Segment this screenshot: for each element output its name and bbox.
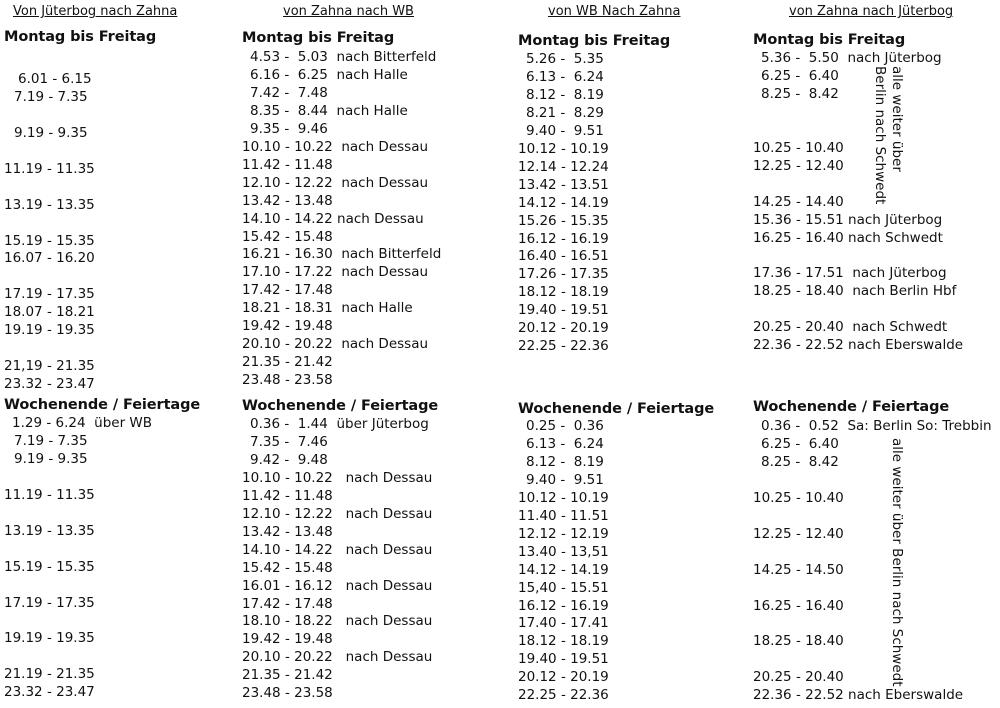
timetable-row: 7.19 - 7.35 [14,432,88,449]
timetable-row: 18.25 - 18.40 nach Berlin Hbf [753,283,957,300]
timetable-row: 9.19 - 9.35 [14,450,88,467]
section-title-weekday: Montag bis Freitag [4,29,157,45]
timetable-row: 21,19 - 21.35 [4,358,95,375]
timetable-row: 11.19 - 11.35 [4,160,95,177]
timetable-row: 17.40 - 17.41 [518,615,609,632]
timetable-row: 8.35 - 8.44 nach Halle [250,102,408,119]
timetable-row: 16.07 - 16.20 [4,250,95,267]
timetable-row: 16.12 - 16.19 [518,597,609,614]
timetable-row: 20.10 - 20.22 nach Dessau [242,336,429,353]
timetable-row: 19.40 - 19.51 [518,302,609,319]
timetable-row: 17.10 - 17.22 nach Dessau [242,264,429,281]
timetable-row: 9.35 - 9.46 [250,120,328,137]
timetable-row: 23.32 - 23.47 [4,684,95,701]
timetable-row: 8.25 - 8.42 [761,453,839,470]
timetable-row: 18.12 - 18.19 [518,284,609,301]
timetable-row: 18.10 - 18.22 nach Dessau [242,613,433,630]
timetable-row: 12.25 - 12.40 [753,157,844,174]
timetable-row: 22.25 - 22.36 [518,338,609,355]
timetable-row: 10.12 - 10.19 [518,489,609,506]
timetable-row: 20.25 - 20.40 nach Schwedt [753,319,948,336]
timetable-row: 15.26 - 15.35 [518,212,609,229]
timetable-row: 17.42 - 17.48 [242,595,333,612]
timetable-row: 10.25 - 10.40 [753,489,844,506]
timetable-row: 16.25 - 16.40 [753,597,844,614]
timetable-row: 14.12 - 14.19 [518,194,609,211]
timetable-row: 9.42 - 9.48 [250,451,328,468]
section-title-weekend: Wochenende / Feiertage [4,397,201,413]
timetable-row: 16.01 - 16.12 nach Dessau [242,577,433,594]
timetable-row: 12.10 - 12.22 nach Dessau [242,174,429,191]
rotated-note-weekend: alle weiter über Berlin nach Schwedt [889,438,905,687]
timetable-row: 13.40 - 13,51 [518,543,609,560]
timetable-row: 11.42 - 11.48 [242,487,333,504]
timetable-row: 11.19 - 11.35 [4,486,95,503]
timetable-row: 22.36 - 22.52 nach Eberswalde [753,687,964,704]
timetable-row: 17.19 - 17.35 [4,594,95,611]
timetable-row: 23.48 - 23.58 [242,685,333,702]
timetable-row: 7.19 - 7.35 [14,88,88,105]
timetable-row: 12.14 - 12.24 [518,158,609,175]
timetable-row: 8.12 - 8.19 [526,453,604,470]
timetable-row: 15.19 - 15.35 [4,558,95,575]
section-title-weekday: Montag bis Freitag [753,32,906,48]
timetable-row: 19.19 - 19.35 [4,322,95,339]
timetable-row: 12.25 - 12.40 [753,525,844,542]
section-title-weekend: Wochenende / Feiertage [518,401,715,417]
timetable-row: 17.19 - 17.35 [4,286,95,303]
column-wb-to-zahna [518,0,746,708]
timetable-row: 10.10 - 10.22 nach Dessau [242,138,429,155]
timetable-row: 19.42 - 19.48 [242,631,333,648]
timetable-row: 11.40 - 11.51 [518,507,609,524]
timetable-row: 13.42 - 13.48 [242,523,333,540]
timetable-row: 17.36 - 17.51 nach Jüterbog [753,265,947,282]
timetable-row: 0.36 - 0.52 Sa: Berlin So: Trebbin [761,418,992,434]
timetable-row: 10.25 - 10.40 [753,139,844,156]
section-title-weekend: Wochenende / Feiertage [242,398,439,414]
timetable-row: 0.25 - 0.36 [526,418,604,434]
timetable-row: 16.25 - 16.40 nach Schwedt [753,229,943,246]
timetable-row: 13.42 - 13.51 [518,176,609,193]
timetable-row: 5.36 - 5.50 nach Jüterbog [761,50,942,66]
timetable-row: 20.12 - 20.19 [518,669,609,686]
timetable-row: 6.13 - 6.24 [526,68,604,85]
timetable-row: 17.42 - 17.48 [242,282,333,299]
timetable-row: 15.19 - 15.35 [4,232,95,249]
timetable-row: 14.10 - 14.22 nach Dessau [242,541,433,558]
timetable-row: 18.12 - 18.19 [518,633,609,650]
timetable-row: 21.35 - 21.42 [242,667,333,684]
timetable-row: 6.13 - 6.24 [526,435,604,452]
timetable-row: 14.25 - 14.50 [753,561,844,578]
timetable-row: 4.53 - 5.03 nach Bitterfeld [250,49,437,65]
header-wb-to-zahna: von WB Nach Zahna [548,4,681,19]
timetable-row: 13.19 - 13.35 [4,522,95,539]
timetable-row: 7.35 - 7.46 [250,433,328,450]
timetable-row: 23.32 - 23.47 [4,376,95,393]
timetable-row: 20.12 - 20.19 [518,320,609,337]
timetable-row: 9.40 - 9.51 [526,122,604,139]
column-zahna-to-wb [242,0,510,708]
timetable-row: 22.25 - 22.36 [518,687,609,704]
timetable-row: 15,40 - 15.51 [518,579,609,596]
timetable-row: 18.25 - 18.40 [753,633,844,650]
timetable-row: 18.07 - 18.21 [4,304,95,321]
timetable-row: 8.12 - 8.19 [526,86,604,103]
timetable-row: 16.12 - 16.19 [518,230,609,247]
timetable-row: 12.10 - 12.22 nach Dessau [242,505,433,522]
timetable-row: 10.12 - 10.19 [518,140,609,157]
timetable-row: 23.48 - 23.58 [242,372,333,389]
timetable-row: 21.35 - 21.42 [242,354,333,371]
timetable-row: 1.29 - 6.24 über WB [12,415,153,431]
timetable-row: 7.42 - 7.48 [250,84,328,101]
timetable-row: 12.12 - 12.19 [518,525,609,542]
timetable-row: 6.25 - 6.40 [761,435,839,452]
timetable-row: 19.42 - 19.48 [242,318,333,335]
column-juterbog-to-zahna [4,0,234,708]
timetable-row: 9.19 - 9.35 [14,124,88,141]
rotated-note-weekday-line2: Berlin nach Schwedt [872,66,888,205]
timetable-row: 16.21 - 16.30 nach Bitterfeld [242,246,442,263]
timetable-row: 16.40 - 16.51 [518,248,609,265]
timetable-row: 21.19 - 21.35 [4,666,95,683]
timetable-row: 20.25 - 20.40 [753,669,844,686]
section-title-weekend: Wochenende / Feiertage [753,399,950,415]
timetable-row: 6.25 - 6.40 [761,67,839,84]
timetable-row: 6.01 - 6.15 [18,70,92,87]
timetable-row: 19.40 - 19.51 [518,651,609,668]
timetable-row: 15.42 - 15.48 [242,228,333,245]
timetable-row: 14.25 - 14.40 [753,193,844,210]
timetable-row: 0.36 - 1.44 über Jüterbog [250,416,429,432]
column-zahna-to-juterbog [753,0,998,708]
timetable-row: 11.42 - 11.48 [242,156,333,173]
timetable-row: 20.10 - 20.22 nach Dessau [242,649,433,666]
timetable-row: 15.42 - 15.48 [242,559,333,576]
header-zahna-to-juterbog: von Zahna nach Jüterbog [789,4,954,19]
timetable-row: 14.12 - 14.19 [518,561,609,578]
timetable-row: 14.10 - 14.22 nach Dessau [242,210,424,227]
header-juterbog-to-zahna: Von Jüterbog nach Zahna [13,4,178,19]
section-title-weekday: Montag bis Freitag [518,33,671,49]
section-title-weekday: Montag bis Freitag [242,30,395,46]
timetable-row: 10.10 - 10.22 nach Dessau [242,469,433,486]
timetable-row: 6.16 - 6.25 nach Halle [250,66,408,83]
timetable-row: 15.36 - 15.51 nach Jüterbog [753,211,943,228]
timetable-row: 8.21 - 8.29 [526,104,604,121]
timetable-row: 8.25 - 8.42 [761,85,839,102]
timetable-row: 17.26 - 17.35 [518,266,609,283]
timetable-row: 19.19 - 19.35 [4,630,95,647]
timetable-row: 13.19 - 13.35 [4,196,95,213]
timetable-row: 22.36 - 22.52 nach Eberswalde [753,337,964,354]
timetable-row: 9.40 - 9.51 [526,471,604,488]
header-zahna-to-wb: von Zahna nach WB [283,4,414,19]
timetable-row: 5.26 - 5.35 [526,51,604,67]
timetable-row: 13.42 - 13.48 [242,192,333,209]
timetable-row: 18.21 - 18.31 nach Halle [242,300,413,317]
rotated-note-weekday-line1: alle weiter über [889,66,905,172]
